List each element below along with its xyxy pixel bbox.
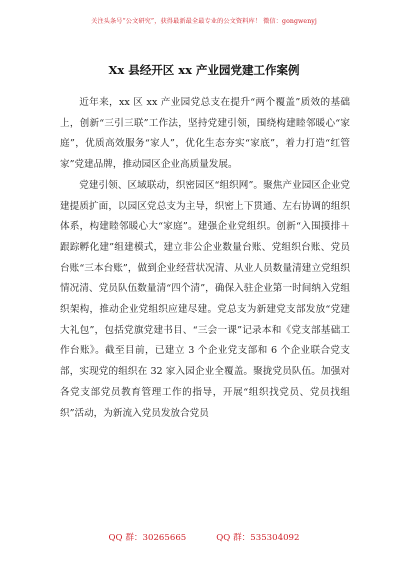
document-title: Xx 县经开区 xx 产业园党建工作案例: [108, 63, 300, 77]
header-banner: 关注头条号“公文研究”，获得最新最全最专业的公文资料库！ 微信：gongwenyj: [91, 17, 317, 25]
footer: [0, 531, 408, 545]
document-body: [60, 93, 350, 424]
paragraph: 党建引领、区域联动，织密园区“组织网”。聚焦产业园区企业党建提质扩面，以园区党总支为主导，织密上下贯通、左右协调的组织体系，构建睦邻暖心大“家庭”。建强企业党组织。创新“入围摸排＋跟踪孵化建”组建模式，建立非公企业数量台账、党组织台账、党员台账“三本台账”，做到企业经营状况清、从业人员数量清建立党组织情况清、党员队伍数量清“四个清”，确保入驻企业第一时间纳入党组织架构，推动企业党组织应建尽建。党总支为新建党支部发放“党建大礼包”，包括党旗党建书目、“三会一课”记录本和《党支部基础工作台账》。截至目前，已建立 3 个企业党支部和 6 个企业联合党支部，实现党的组织在 32 家入园企业全覆盖。聚拢党员队伍。加强对各党支部党员教育管理工作的指导，开展“组织找党员、党员找组织”活动，为新流入党员发放合党员: [60, 179, 350, 419]
footer-qq-group-2: QQ 群：535304092: [216, 533, 300, 543]
paragraph: 近年来，xx 区 xx 产业园党总支在提升“两个覆盖”质效的基础上，创新“三引三联”工作法，坚持党建引领，围绕构建睦邻暖心“家庭”，优质高效服务“家人”，优化生态夯实“家底”，着力打造“红管家”党建品牌，推动园区企业高质量发展。: [60, 97, 350, 171]
footer-qq-group-1: QQ 群：30265665: [108, 533, 187, 543]
